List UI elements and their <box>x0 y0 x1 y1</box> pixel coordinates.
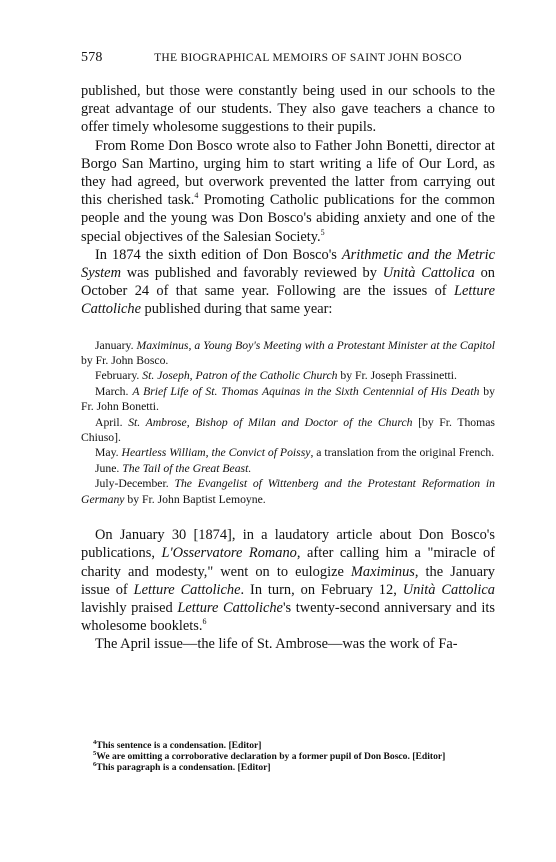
paragraph-1-text: published, but those were constantly being used in our schools to the great advantage of our students. They also gave teachers a chance to offer timely wholesome suggestions to their pupils. <box>81 83 495 136</box>
list-item <box>81 461 495 476</box>
issue-author: , a translation from the original French. <box>310 446 495 460</box>
list-item <box>81 415 495 446</box>
issue-title: The Evangelist of Wittenberg and the Protestant Reformation in Germany <box>81 477 495 506</box>
issue-author: by Fr. John Baptist Lemoyne. <box>124 492 266 506</box>
issue-month: June. <box>95 461 123 475</box>
issue-author: by Fr. Joseph Frassinetti. <box>337 369 457 383</box>
paragraph-4-italic-5: Letture Cattoliche <box>177 599 283 616</box>
footnote-number: 6 <box>93 761 97 769</box>
paragraph-5 <box>81 635 495 653</box>
paragraph-3-text-2: was published and favorably reviewed by <box>120 265 383 282</box>
paragraph-4-italic-1: L'Osservatore Romano <box>161 545 297 562</box>
issue-title: Maximinus, a Young Boy's Meeting with a Protestant Minister at the Capitol <box>136 338 495 352</box>
footnotes <box>93 740 493 774</box>
list-item <box>81 368 495 383</box>
paragraph-4-italic-3: Letture Cattoliche <box>133 581 241 598</box>
running-header <box>81 50 495 66</box>
footnote-text: This sentence is a condensation. [Editor] <box>96 740 262 751</box>
list-item <box>81 338 495 369</box>
paragraph-4-text-4: . In turn, on February 12, <box>240 581 403 598</box>
issue-month: February. <box>95 369 143 383</box>
footnote <box>93 762 493 773</box>
issue-author: [by Fr. Thomas Chiuso]. <box>81 415 495 445</box>
footnote <box>93 751 493 762</box>
issue-title: The Tail of the Great Beast. <box>122 461 252 475</box>
issues-list <box>81 338 495 507</box>
footnote-ref-6: 6 <box>202 617 207 627</box>
paragraph-4-italic-4: Unità Cattolica <box>402 581 495 598</box>
paragraph-4-text-6: 's twenty-second anniversary and its wholesome booklets. <box>81 599 495 635</box>
running-title: THE BIOGRAPHICAL MEMOIRS OF SAINT JOHN BOSCO <box>154 52 462 64</box>
issue-title: St. Joseph, Patron of the Catholic Church <box>142 369 338 383</box>
paragraph-3-text-3: on October 24 of that same year. Following are the issues of <box>81 265 495 300</box>
footnote-text: We are omitting a corroborative declaration by a former pupil of Don Bosco. [Editor] <box>96 751 446 763</box>
paragraph-4-italic-2: Maximinus <box>350 563 415 580</box>
footnote-number: 4 <box>93 738 97 746</box>
footnote-ref-4: 4 <box>194 191 199 201</box>
paragraph-4-text-1: On January 30 [1874], in a laudatory article about Don Bosco's publications, <box>81 527 495 562</box>
paragraph-3-text-1: In 1874 the sixth edition of Don Bosco's <box>95 246 342 263</box>
issue-title: St. Ambrose, Bishop of Milan and Doctor of the Church <box>128 415 413 429</box>
issue-month: April. <box>95 415 129 429</box>
paragraph-5-text: The April issue—the life of St. Ambrose—was the work of Fa- <box>95 636 458 653</box>
issue-month: January. <box>95 338 137 352</box>
main-text <box>81 82 495 654</box>
issue-month: May. <box>95 446 122 460</box>
footnote-text: This paragraph is a condensation. [Editor] <box>96 762 271 774</box>
paragraph-2-text-b: Promoting Catholic publications for the common people and the young was Don Bosco's abiding anxiety and one of the special objectives of the Salesian Society. <box>81 192 495 245</box>
issue-month: July-December. <box>95 477 175 491</box>
paragraph-4-text-3: , the January issue of <box>81 563 495 598</box>
paragraph-3-italic-3: Letture Cattoliche <box>81 283 495 318</box>
footnote-number: 5 <box>93 750 97 758</box>
issue-author: by Fr. John Bosco. <box>81 354 169 368</box>
issue-title: Heartless William, the Convict of Poissy <box>121 446 311 460</box>
paragraph-4 <box>81 526 495 635</box>
issue-author: by Fr. John Bonetti. <box>81 384 495 414</box>
page-number: 578 <box>81 50 103 65</box>
paragraph-1 <box>81 82 495 137</box>
paragraph-3-text-4: published during that same year: <box>140 301 333 318</box>
list-item <box>81 445 495 460</box>
paragraph-2-text: From Rome Don Bosco wrote also to Father John Bonetti, director at Borgo San Martino, urging him to start writing a life of Our Lord, as they had agreed, but overwork prevented the latter from carrying out this cherished task. <box>81 137 495 209</box>
list-item <box>81 384 495 415</box>
paragraph-3-italic-2: Unità Cattolica <box>382 265 475 282</box>
footnote-ref-5: 5 <box>320 227 325 237</box>
paragraph-3-italic-1: Arithmetic and the Metric System <box>81 246 495 282</box>
paragraph-2 <box>81 137 495 246</box>
issue-month: March. <box>95 384 133 398</box>
paragraph-4-text-2: , after calling him a "miracle of charity and modesty," went on to eulogize <box>81 545 496 580</box>
paragraph-3 <box>81 246 495 319</box>
footnote <box>93 740 493 751</box>
list-item <box>81 476 495 507</box>
paragraph-4-text-5: lavishly praised <box>81 599 178 616</box>
issue-title: A Brief Life of St. Thomas Aquinas in the Sixth Centennial of His Death <box>132 384 480 398</box>
